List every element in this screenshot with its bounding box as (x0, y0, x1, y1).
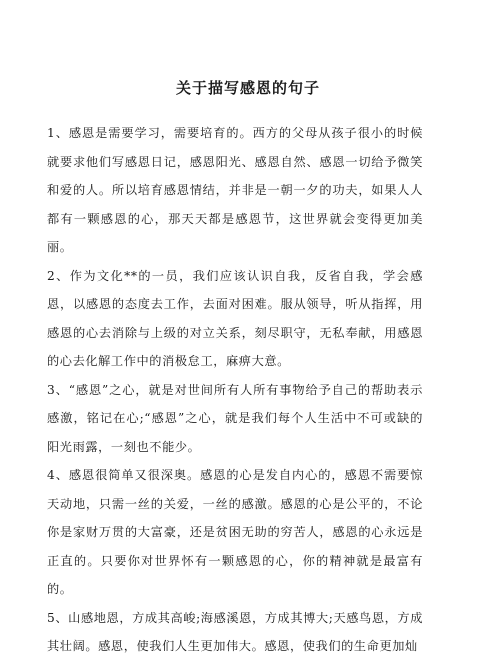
paragraph-1: 1、感恩是需要学习，需要培育的。西方的父母从孩子很小的时候就要求他们写感恩日记，感恩阳光、感恩自然、感恩一切给予微笑和爱的人。所以培育感恩情结，并非是一朝一夕的功夫，如果人人都有一颗感恩的心，那天天都是感恩节，这世界就会变得更加美丽。 (47, 126, 423, 254)
document-title: 关于描写感恩的句子 (175, 79, 320, 97)
paragraph-2: 2、作为文化**的一员，我们应该认识自我，反省自我，学会感恩，以感恩的态度去工作，去面对困难。服从领导，听从指挥，用感恩的心去消除与上级的对立关系，刻尽职守，无私奉献，用感恩的心去化解工作中的消极怠工，麻痹大意。 (47, 268, 423, 368)
paragraph-3: 3、“感恩”之心，就是对世间所有人所有事物给予自己的帮助表示感激，铭记在心;“感恩”之心，就是我们每个人生活中不可或缺的阳光雨露，一刻也不能少。 (47, 382, 423, 454)
paragraph-5: 5、山感地恩，方成其高峻;海感溪恩，方成其博大;天感鸟恩，方成其壮阔。感恩，使我们人生更加伟大。感恩，使我们的生命更加灿 (47, 610, 423, 653)
paragraph-4: 4、感恩很简单又很深奥。感恩的心是发自内心的，感恩不需要惊天动地，只需一丝的关爱，一丝的感激。感恩的心是公平的，不论你是家财万贯的大富豪，还是贫困无助的穷苦人，感恩的心永远是正直的。只要你对世界怀有一颗感恩的心，你的精神就是最富有的。 (47, 468, 423, 596)
document-body (47, 119, 423, 661)
